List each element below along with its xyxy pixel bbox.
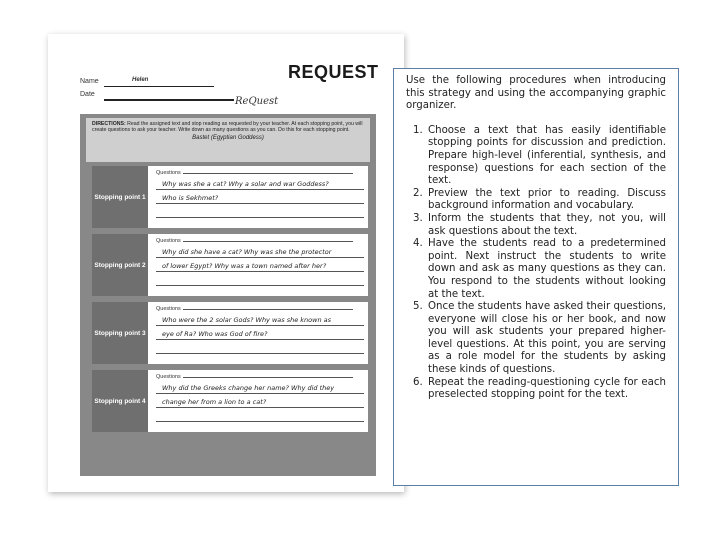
procedures-list: [406, 125, 666, 402]
procedure-step: 6. Repeat the reading-questioning cycle for each preselected stopping point for the text.: [426, 377, 666, 402]
name-field: [80, 77, 149, 85]
date-field: [80, 91, 95, 98]
question-line: Who were the 2 solar Gods? Why was she known as: [156, 315, 364, 326]
question-line: eye of Ra? Who was God of fire?: [156, 329, 364, 340]
name-value: Helen: [132, 77, 149, 83]
question-line-blank: [156, 207, 364, 218]
stopping-point-label: Stopping point 4: [92, 370, 148, 432]
procedure-step: 2. Preview the text prior to reading. Discuss background information and vocabulary.: [426, 188, 666, 213]
question-line-blank: [156, 275, 364, 286]
organizer-frame: [80, 114, 376, 476]
questions-area: [156, 306, 364, 354]
date-label: Date: [80, 91, 95, 98]
stopping-point-1: [92, 166, 368, 228]
date-line: [104, 99, 234, 101]
procedure-step: 5. Once the students have asked their questions, everyone will close his or her book, and now you will ask students your prepared higher-level questions. At this point, you are serving as a role model for the students by asking these kinds of questions.: [426, 301, 666, 377]
directions-box: [86, 118, 370, 162]
questions-area: [156, 374, 364, 422]
questions-label: Questions: [156, 170, 364, 176]
stopping-point-label: Stopping point 3: [92, 302, 148, 364]
question-line: Why did she have a cat? Why was she the protector: [156, 247, 364, 258]
questions-label: Questions: [156, 238, 364, 244]
procedure-step: 4. Have the students read to a predetermined point. Next instruct the students to write down and ask as many questions as they can. You respond to the students without looking at the text.: [426, 238, 666, 301]
name-line: [104, 86, 214, 87]
question-line: change her from a lion to a cat?: [156, 397, 364, 408]
stopping-point-2: [92, 234, 368, 296]
questions-area: [156, 170, 364, 218]
text-title: Bastet (Egyptian Goddess): [192, 134, 264, 141]
worksheet-title: REQUEST: [288, 62, 379, 82]
name-label: Name: [80, 78, 99, 85]
stopping-point-label: Stopping point 1: [92, 166, 148, 228]
worksheet-subtitle: ReQuest: [235, 96, 279, 107]
question-line-blank: [156, 343, 364, 354]
questions-area: [156, 238, 364, 286]
procedures-intro: Use the following procedures when introducing this strategy and using the accompanying graphic organizer.: [406, 75, 666, 112]
procedures-panel: [393, 68, 679, 486]
question-line: of lower Egypt? Why was a town named after her?: [156, 261, 364, 272]
questions-label: Questions: [156, 306, 364, 312]
stopping-point-3: [92, 302, 368, 364]
question-line: Why did the Greeks change her name? Why did they: [156, 383, 364, 394]
worksheet-page: [48, 34, 404, 492]
procedure-step: 3. Inform the students that they, not you, will ask questions about the text.: [426, 213, 666, 238]
procedure-step: 1. Choose a text that has easily identifiable stopping points for discussion and prediction. Prepare high-level (inferential, synthesis, and response) questions for each section of the text.: [426, 125, 666, 188]
stopping-point-label: Stopping point 2: [92, 234, 148, 296]
question-line: Why was she a cat? Why a solar and war Goddess?: [156, 179, 364, 190]
directions-label: DIRECTIONS:: [92, 121, 126, 127]
questions-label: Questions: [156, 374, 364, 380]
question-line-blank: [156, 411, 364, 422]
stopping-point-4: [92, 370, 368, 432]
question-line: Who is Sekhmet?: [156, 193, 364, 204]
directions-text: Read the assigned text and stop reading as requested by your teacher. At each stopping point, you will create questions to ask your teacher. Write down as many questions as you can. Do this for each stopping point.: [92, 121, 363, 134]
